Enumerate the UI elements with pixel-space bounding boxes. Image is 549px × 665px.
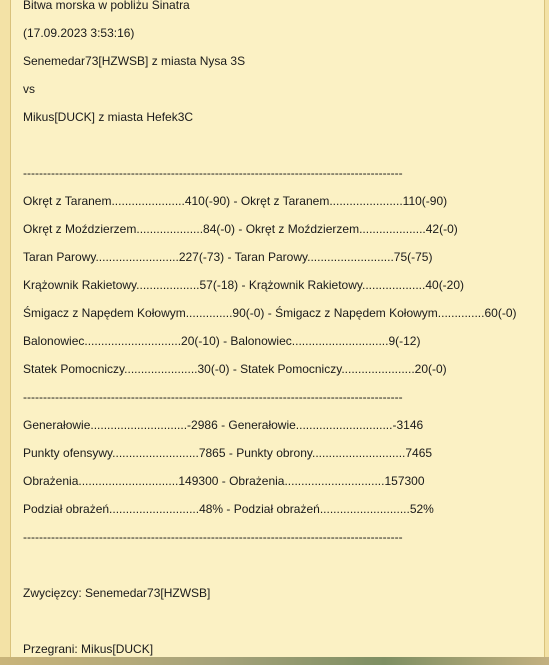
- winners-line: Zwycięzcy: Senemedar73[HZWSB]: [23, 586, 211, 600]
- separator-line: -----------------------------------------------------------------------------------------------: [23, 166, 403, 180]
- spacer: [23, 551, 538, 579]
- separator-line: -----------------------------------------------------------------------------------------------: [23, 390, 403, 404]
- stat-row: Podział obrażeń...........................48% - Podział obrażeń...........................52%: [23, 502, 434, 516]
- battle-report: [23, 0, 538, 663]
- attacker-line: Senemedar73[HZWSB] z miasta Nysa 3S: [23, 54, 246, 68]
- spacer: [23, 131, 538, 159]
- unit-row: Okręt z Moździerzem....................84(-0) - Okręt z Moździerzem....................42(-0): [23, 222, 458, 236]
- bottom-background-strip: [0, 657, 549, 665]
- left-frame-border: [0, 0, 11, 665]
- separator-line: -----------------------------------------------------------------------------------------------: [23, 530, 403, 544]
- stat-row: Punkty ofensywy..........................7865 - Punkty obrony............................7465: [23, 446, 433, 460]
- report-title: Bitwa morska w pobliżu Sinatra: [23, 0, 190, 12]
- right-frame-border: [544, 0, 549, 665]
- unit-row: Balonowiec.............................20(-10) - Balonowiec.............................9(-12): [23, 334, 421, 348]
- report-date: (17.09.2023 3:53:16): [23, 26, 135, 40]
- stat-row: Obrażenia..............................149300 - Obrażenia..............................157300: [23, 474, 425, 488]
- unit-row: Śmigacz z Napędem Kołowym..............90(-0) - Śmigacz z Napędem Kołowym..............60(-0): [23, 306, 517, 320]
- spacer: [23, 607, 538, 635]
- unit-row: Taran Parowy.........................227(-73) - Taran Parowy..........................75(-75): [23, 250, 433, 264]
- defender-line: Mikus[DUCK] z miasta Hefek3C: [23, 110, 194, 124]
- unit-row: Statek Pomocniczy......................30(-0) - Statek Pomocniczy......................20(-0): [23, 362, 447, 376]
- stat-row: Generałowie.............................-2986 - Generałowie.............................-3146: [23, 418, 424, 432]
- unit-row: Krążownik Rakietowy...................57(-18) - Krążownik Rakietowy...................40(-20): [23, 278, 465, 292]
- vs-line: vs: [23, 82, 35, 96]
- losers-line: Przegrani: Mikus[DUCK]: [23, 642, 154, 656]
- unit-row: Okręt z Taranem......................410(-90) - Okręt z Taranem......................110(-90): [23, 194, 448, 208]
